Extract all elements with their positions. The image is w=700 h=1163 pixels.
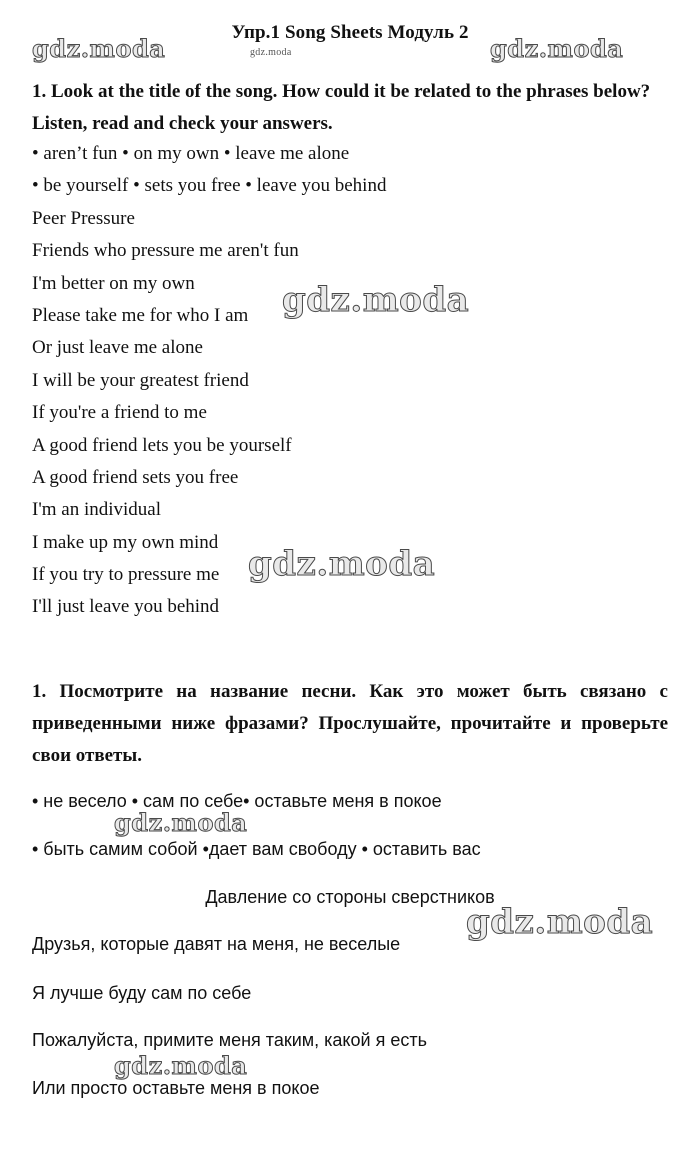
russian-question: 1. Посмотрите на название песни. Как это может быть связано с приведенными ниже фразами? Прослушайте, прочитайте и проверьте свои ответы.	[32, 681, 668, 766]
lyric-line: I'm an individual	[32, 499, 162, 521]
lyric-line: I make up my own mind	[32, 531, 219, 553]
watermark: gdz.moda	[32, 34, 166, 63]
russian-song-title: Давление со стороны сверстников	[205, 887, 495, 907]
lyric-line: A good friend lets you be yourself	[32, 434, 292, 456]
lyric-line: If you try to pressure me	[32, 564, 220, 586]
watermark: gdz.moda	[248, 544, 436, 584]
watermark: gdz.moda	[114, 1051, 248, 1080]
lyric-line: A good friend sets you free	[32, 466, 239, 488]
watermark: gdz.moda	[282, 280, 470, 320]
russian-lyric-line: Друзья, которые давят на меня, не веселые	[32, 934, 401, 954]
english-phrases-line-2: • be yourself • sets you free • leave you behind	[32, 175, 387, 197]
lyric-line: Friends who pressure me aren't fun	[32, 240, 299, 262]
lyric-line: I will be your greatest friend	[32, 369, 249, 391]
russian-lyric-line: Пожалуйста, примите меня таким, какой я есть	[32, 1030, 427, 1050]
watermark: gdz.moda	[114, 808, 248, 837]
lyric-line: Or just leave me alone	[32, 337, 203, 359]
lyric-line: If you're a friend to me	[32, 402, 207, 424]
russian-lyric-line: Я лучше буду сам по себе	[32, 983, 252, 1003]
page-title: Упр.1 Song Sheets Модуль 2	[231, 22, 469, 43]
watermark-small: gdz.moda	[250, 47, 292, 58]
english-phrases-line-1: • aren’t fun • on my own • leave me alone	[32, 143, 350, 164]
lyric-line: I'll just leave you behind	[32, 596, 220, 618]
lyric-line: Please take me for who I am	[32, 304, 249, 326]
english-question: 1. Look at the title of the song. How could it be related to the phrases below? Listen, read and check your answers.	[32, 81, 651, 134]
russian-phrases-line-2: • быть самим собой •дает вам свободу • оставить вас	[32, 839, 481, 859]
lyric-line: I'm better on my own	[32, 272, 195, 294]
russian-phrases-line-1: • не весело • сам по себе• оставьте меня в покое	[32, 791, 442, 811]
watermark: gdz.moda	[466, 902, 654, 942]
english-song-title: Peer Pressure	[32, 207, 135, 229]
russian-lyric-line: Или просто оставьте меня в покое	[32, 1078, 320, 1098]
watermark: gdz.moda	[490, 34, 624, 63]
